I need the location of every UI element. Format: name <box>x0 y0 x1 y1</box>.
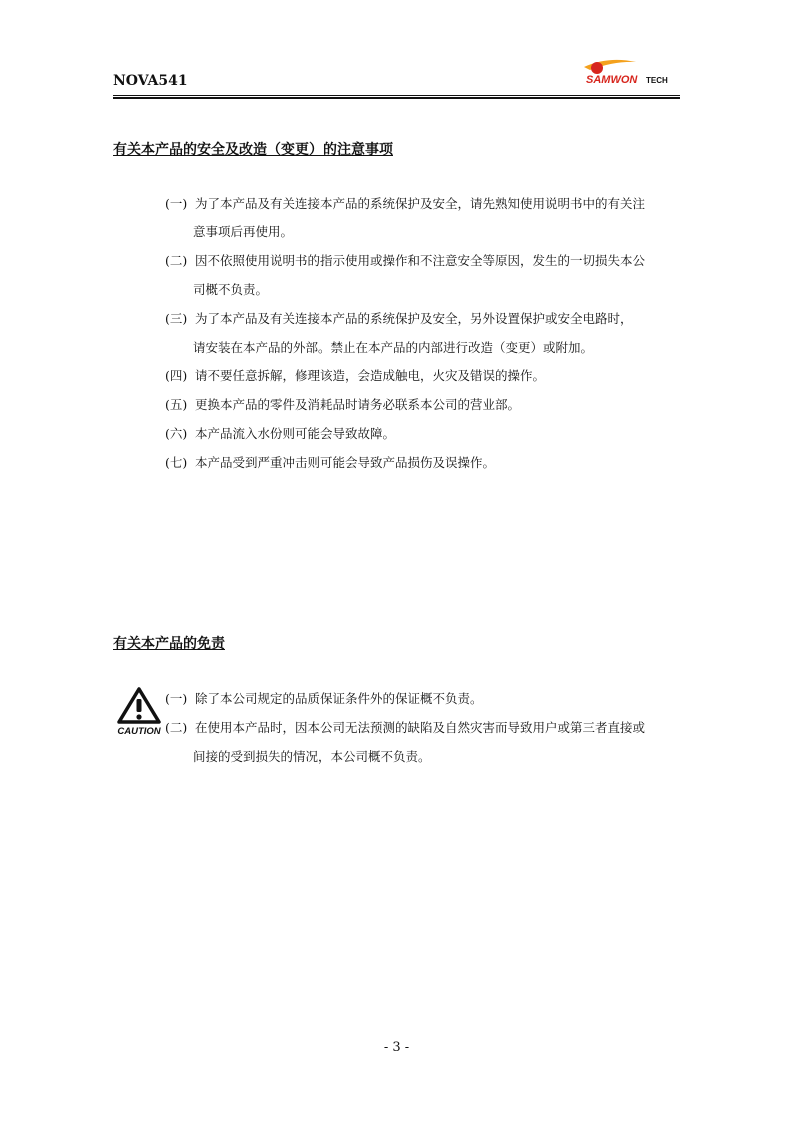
item-text: 请不要任意拆解，修理该造，会造成触电，火灾及错误的操作。 <box>195 368 546 383</box>
item-number: (七) <box>165 455 188 470</box>
item-number: (二) <box>165 253 188 268</box>
logo-text-sub: TECH <box>646 76 668 85</box>
item-number: (一) <box>165 691 188 706</box>
item-number: (六) <box>165 426 188 441</box>
item-number: (二) <box>165 720 188 735</box>
section-title-disclaimer: 有关本产品的免责 <box>113 636 225 652</box>
list-item <box>165 251 645 271</box>
item-text: 为了本产品及有关连接本产品的系统保护及安全，请先熟知使用说明书中的有关注 <box>195 196 646 211</box>
page-number: - 3 - <box>383 1040 410 1055</box>
item-text: 本产品流入水份则可能会导致故障。 <box>195 426 396 441</box>
logo-text-main: SAMWON <box>586 74 638 86</box>
list-item <box>165 366 545 386</box>
caution-label: CAUTION <box>117 726 161 737</box>
list-item <box>165 424 395 444</box>
list-item <box>165 453 495 473</box>
header-divider <box>113 95 680 99</box>
item-text: 因不依照使用说明书的指示使用或操作和不注意安全等原因，发生的一切损失本公 <box>195 253 646 268</box>
logo-sun <box>591 62 603 74</box>
caution-warning-icon <box>114 686 164 738</box>
item-number: (三) <box>165 311 188 326</box>
section-title-safety: 有关本产品的安全及改造（变更）的注意事项 <box>113 142 393 158</box>
item-text: 更换本产品的零件及消耗品时请务必联系本公司的营业部。 <box>195 397 521 412</box>
list-item-continuation: 意事项后再使用。 <box>193 224 294 239</box>
item-number: (四) <box>165 368 188 383</box>
item-text: 本产品受到严重冲击则可能会导致产品损伤及误操作。 <box>195 455 496 470</box>
item-text: 在使用本产品时，因本公司无法预测的缺陷及自然灾害而导致用户或第三者直接或 <box>195 720 646 735</box>
list-item <box>165 395 520 415</box>
item-number: (一) <box>165 196 188 211</box>
item-text: 除了本公司规定的品质保证条件外的保证概不负责。 <box>195 691 483 706</box>
list-item <box>165 718 645 738</box>
item-number: (五) <box>165 397 188 412</box>
list-item <box>165 309 633 329</box>
item-text: 为了本产品及有关连接本产品的系统保护及安全，另外设置保护或安全电路时， <box>195 311 633 326</box>
list-item <box>165 194 645 214</box>
list-item-continuation: 间接的受到损失的情况，本公司概不负责。 <box>193 749 431 764</box>
list-item-continuation: 司概不负责。 <box>193 282 269 297</box>
document-title: NOVA541 <box>113 73 188 89</box>
samwon-tech-logo <box>578 58 682 88</box>
list-item <box>165 689 483 709</box>
list-item-continuation: 请安装在本产品的外部。禁止在本产品的内部进行改造（变更）或附加。 <box>193 340 594 355</box>
